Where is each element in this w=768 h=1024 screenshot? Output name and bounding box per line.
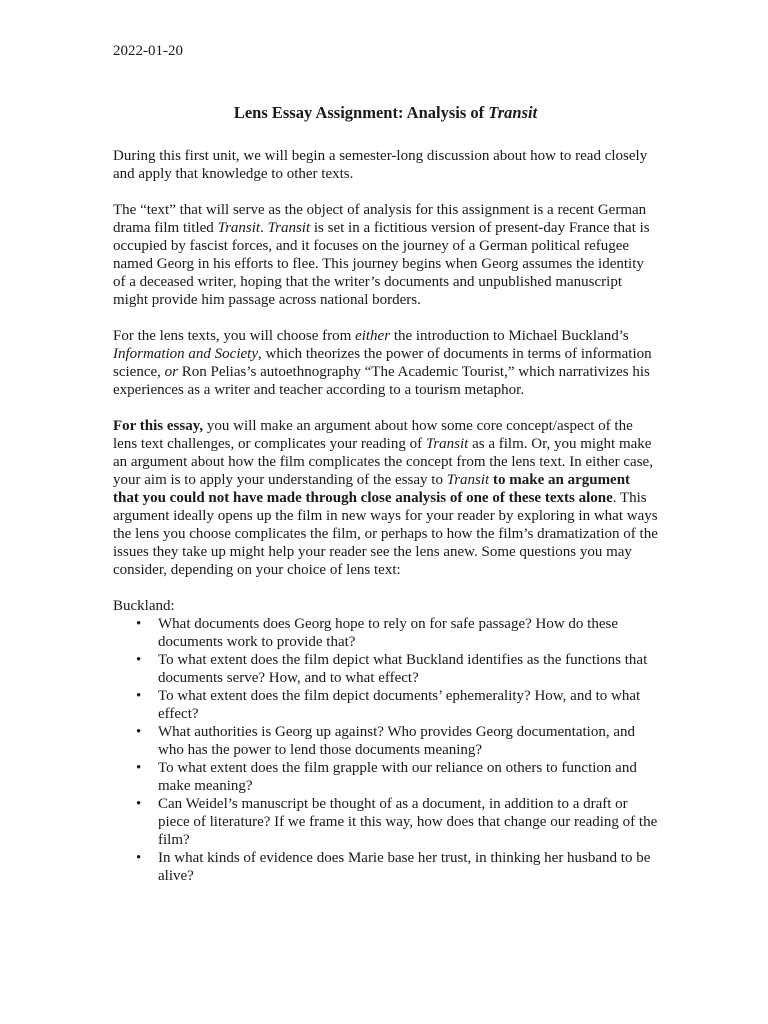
lens-paragraph-part: the introduction to Michael Buckland’s <box>390 328 629 344</box>
document-date: 2022-01-20 <box>113 43 183 59</box>
text-paragraph-part: is set in a fictitious version of present-day France that is occupied by fascist forces, and it focuses on the journey of a German political refugee named Georg in his efforts to flee. This journey begins when Georg assumes the identity of a deceased writer, hoping that the writer’s documents and unpublished manuscript might provide him passage across national borders. <box>113 220 650 308</box>
film-title-italic: Transit <box>446 472 490 488</box>
buckland-label: Buckland: <box>113 598 175 614</box>
text-paragraph-part: . <box>260 220 268 236</box>
essay-paragraph <box>113 417 658 579</box>
book-title-italic: Information and Society <box>113 346 258 362</box>
lens-paragraph-part: For the lens texts, you will choose from <box>113 328 356 344</box>
list-item: • To what extent does the film grapple with our reliance on others to function and make meaning? <box>158 759 658 795</box>
essay-lead-bold: For this essay, <box>113 418 204 434</box>
text-paragraph <box>113 201 658 309</box>
text-paragraph-part: The “text” that will serve as the object of analysis for this assignment is a recent German drama film titled <box>113 202 647 236</box>
list-item: • To what extent does the film depict what Buckland identifies as the functions that documents serve? How, and to what effect? <box>158 651 658 687</box>
or-italic: or <box>164 364 178 380</box>
essay-claim-bold: to make an argument that you could not have made through close analysis of one of these texts alone <box>113 472 631 506</box>
film-title-italic: Transit <box>267 220 311 236</box>
list-item: • In what kinds of evidence does Marie base her trust, in thinking her husband to be alive? <box>158 849 658 885</box>
lens-paragraph-part: , which theorizes the power of documents in terms of information science, <box>113 346 652 380</box>
page-title <box>113 103 658 123</box>
essay-paragraph-part: . This argument ideally opens up the film in new ways for your reader by exploring in what ways the lens you choose complicates the film, or perhaps to how the film’s dramatization of the issues they take up might help your reader see the lens anew. Some questions you may consider, depending on your choice of lens text: <box>113 490 658 578</box>
lens-paragraph-part: Ron Pelias’s autoethnography “The Academic Tourist,” which narrativizes his experiences as a writer and teacher according to a tourism metaphor. <box>113 364 650 398</box>
buckland-question-list <box>113 615 658 885</box>
list-item: • What documents does Georg hope to rely on for safe passage? How do these documents work to provide that? <box>158 615 658 651</box>
title-film: Transit <box>488 103 538 122</box>
list-item: • What authorities is Georg up against? Who provides Georg documentation, and who has the power to lend those documents meaning? <box>158 723 658 759</box>
lens-paragraph <box>113 327 658 399</box>
document-page <box>113 42 658 885</box>
list-item: • To what extent does the film depict documents’ ephemerality? How, and to what effect? <box>158 687 658 723</box>
title-prefix: Lens Essay Assignment: Analysis of <box>233 103 489 122</box>
film-title-italic: Transit <box>425 436 469 452</box>
intro-paragraph: During this first unit, we will begin a semester-long discussion about how to read closely and apply that knowledge to other texts. <box>113 148 648 182</box>
list-item: • Can Weidel’s manuscript be thought of as a document, in addition to a draft or piece of literature? If we frame it this way, how does that change our reading of the film? <box>158 795 658 849</box>
either-italic: either <box>355 328 391 344</box>
film-title-italic: Transit <box>217 220 261 236</box>
essay-paragraph-part: you will make an argument about how some core concept/aspect of the lens text challenges, or complicates your reading of <box>113 418 633 452</box>
essay-paragraph-part: as a film. Or, you might make an argument about how the film complicates the concept from the lens text. In either case, your aim is to apply your understanding of the essay to <box>113 436 653 488</box>
